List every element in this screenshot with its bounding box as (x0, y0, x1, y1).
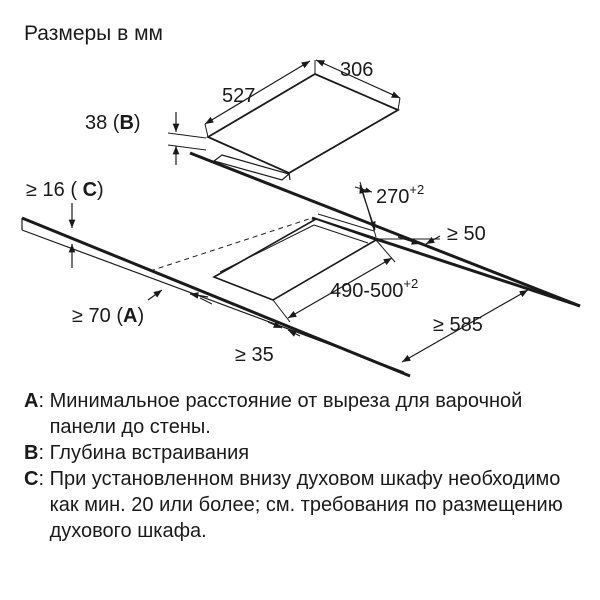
depth-306-label: 306 (340, 59, 374, 81)
min-gap-label: ≥ 16 ( C) (26, 179, 104, 201)
legend-key: C (24, 468, 39, 490)
min-side-label: ≥ 35 (235, 344, 274, 366)
height-38-label: 38 (B) (85, 112, 141, 134)
legend-text: При установленном внизу духовом шкафу необходимо как мин. 20 или более; см. требования по размещению духового шкафа. (49, 468, 563, 542)
min-front-label: ≥ 585 (433, 314, 483, 336)
diagram-title: Размеры в мм (24, 22, 163, 45)
legend-item-a: A : Минимальное расстояние от выреза для варочной панели до стены. (24, 388, 584, 440)
min-wall-label: ≥ 70 (A) (72, 305, 145, 327)
legend (24, 388, 584, 544)
legend-text: Минимальное расстояние от выреза для варочной панели до стены. (49, 390, 523, 438)
legend-key: A (24, 390, 39, 412)
legend-key: B (24, 442, 39, 464)
legend-item-b: B : Глубина встраивания (24, 440, 584, 466)
legend-text: Глубина встраивания (49, 442, 250, 464)
min-back-label: ≥ 50 (447, 223, 486, 245)
width-527-label: 527 (222, 85, 256, 107)
legend-item-c: C : При установленном внизу духовом шкафу необходимо как мин. 20 или более; см. требования по размещению духового шкафа. (24, 466, 584, 544)
cutout-width-label: $490-500^{+2}$ (330, 276, 419, 302)
cutout-depth-label: $270^{+2}$ (376, 182, 425, 208)
